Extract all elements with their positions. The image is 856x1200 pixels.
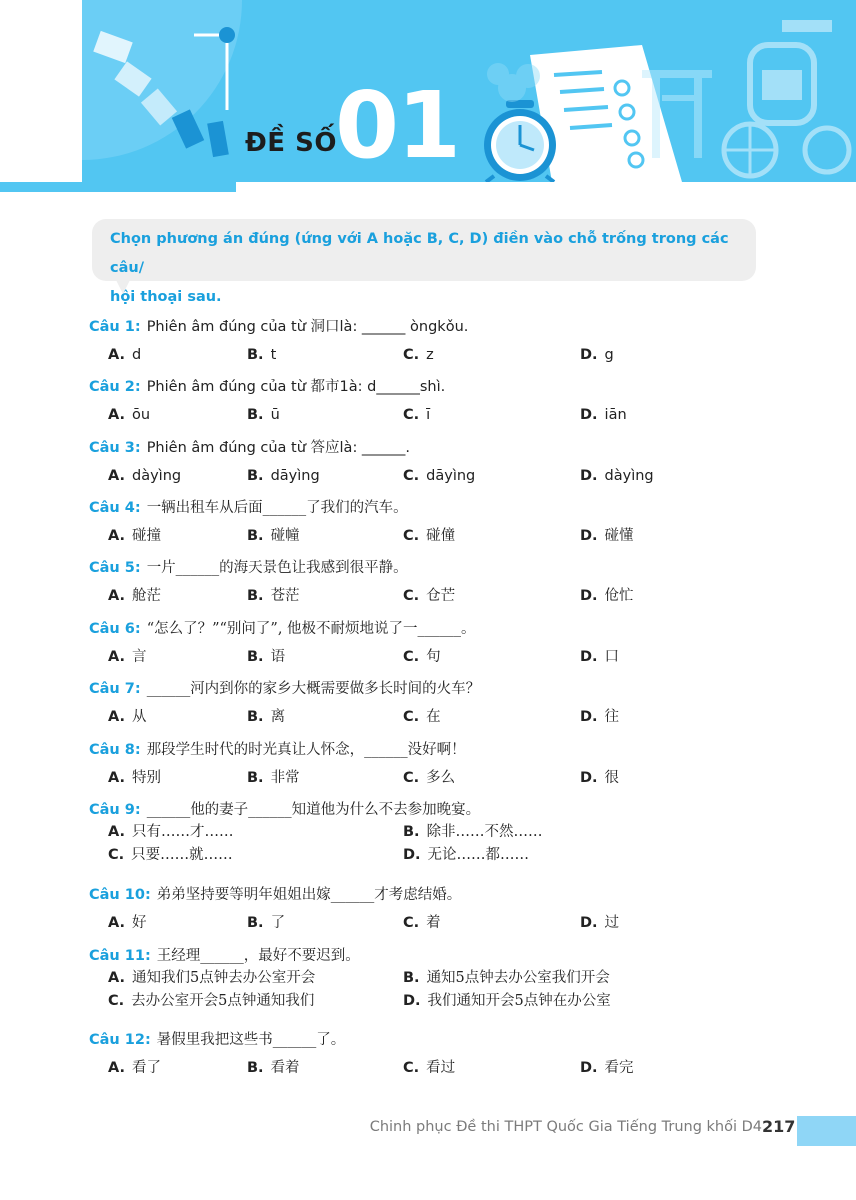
question-6-option-a[interactable] [108, 646, 147, 668]
question-text: 暑假里我把这些书______了。 [156, 1032, 346, 1048]
option-letter: B. [403, 824, 420, 840]
option-letter: A. [108, 347, 125, 363]
footer-title: Chinh phục Đề thi THPT Quốc Gia Tiếng Trung khối D4 [369, 1119, 762, 1135]
option-text: 了 [270, 915, 286, 931]
question-text: 弟弟坚持要等明年姐姐出嫁______才考虑结婚。 [156, 887, 462, 903]
option-letter: A. [108, 915, 125, 931]
option-letter: A. [108, 528, 125, 544]
option-text: 伧忙 [604, 588, 634, 604]
question-4-option-a[interactable] [108, 525, 161, 547]
option-letter: A. [108, 588, 125, 604]
question-5-option-c[interactable] [403, 585, 455, 607]
question-1-option-d[interactable] [580, 344, 614, 366]
option-text: 舱茫 [132, 588, 161, 604]
question-text: Phiên âm đúng của từ 洞口là: ______ òngkǒu. [146, 319, 469, 335]
option-letter: A. [108, 649, 125, 665]
option-text: z [426, 347, 434, 363]
footer-tab [797, 1116, 856, 1146]
option-letter: C. [403, 649, 420, 665]
option-text: ōu [132, 407, 151, 423]
question-label: Câu 12: [89, 1032, 151, 1048]
banner-strip [0, 182, 236, 192]
option-text: 无论……都…… [427, 847, 530, 863]
question-text: 王经理______，最好不要迟到。 [156, 948, 360, 964]
option-text: 往 [604, 709, 620, 725]
option-text: ū [270, 407, 280, 423]
option-letter: C. [403, 347, 420, 363]
question-11-option-d[interactable] [403, 990, 611, 1012]
question-8-option-b[interactable] [247, 767, 300, 789]
option-letter: B. [247, 649, 264, 665]
question-1-option-b[interactable] [247, 344, 276, 366]
question-text: 那段学生时代的时光真让人怀念，______没好啊！ [146, 742, 466, 758]
question-9-option-b[interactable] [403, 821, 543, 843]
question-label: Câu 8: [89, 742, 141, 758]
question-4-option-b[interactable] [247, 525, 300, 547]
option-text: dāyìng [270, 468, 320, 484]
option-text: t [270, 347, 277, 363]
question-10-option-d[interactable] [580, 912, 619, 934]
option-text: dàyìng [604, 468, 654, 484]
option-letter: D. [580, 649, 598, 665]
option-text: 碰幢 [270, 528, 300, 544]
option-text: 看过 [426, 1060, 456, 1076]
question-5-option-d[interactable] [580, 585, 634, 607]
question-9-option-d[interactable] [403, 844, 529, 866]
question-11-option-a[interactable] [108, 967, 315, 989]
option-letter: D. [580, 915, 598, 931]
question-4-option-c[interactable] [403, 525, 455, 547]
option-text: 过 [604, 915, 620, 931]
option-letter: C. [403, 588, 420, 604]
question-text: ______河内到你的家乡大概需要做多长时间的火车？ [146, 681, 481, 697]
question-4 [89, 497, 789, 519]
option-text: g [604, 347, 614, 363]
option-text: 从 [132, 709, 147, 725]
option-text: 碰撞 [132, 528, 161, 544]
option-text: 除非……不然…… [426, 824, 543, 840]
question-8-option-d[interactable] [580, 767, 619, 789]
option-text: dàyìng [132, 468, 182, 484]
option-text: 多么 [426, 770, 456, 786]
option-text: dāyìng [426, 468, 476, 484]
option-letter: B. [247, 588, 264, 604]
option-text: 特别 [132, 770, 161, 786]
question-9 [89, 799, 789, 821]
question-6-option-b[interactable] [247, 646, 285, 668]
option-text: 在 [426, 709, 441, 725]
question-12 [89, 1029, 789, 1051]
question-5-option-b[interactable] [247, 585, 300, 607]
question-label: Câu 7: [89, 681, 141, 697]
flower-icon [487, 63, 540, 102]
instruction-bubble [92, 219, 756, 305]
question-9-option-a[interactable] [108, 821, 234, 843]
option-letter: C. [403, 468, 420, 484]
option-text: 通知我们5点钟去办公室开会 [132, 970, 316, 986]
option-text: 仓芒 [426, 588, 456, 604]
temple-gate-icon [642, 70, 712, 158]
option-letter: C. [108, 993, 125, 1009]
question-3-option-a[interactable] [108, 465, 181, 487]
option-letter: D. [580, 1060, 598, 1076]
question-12-option-d[interactable] [580, 1057, 634, 1079]
option-letter: D. [403, 993, 421, 1009]
option-text: iān [604, 407, 627, 423]
question-4-option-d[interactable] [580, 525, 634, 547]
option-letter: D. [580, 528, 598, 544]
question-10-option-c[interactable] [403, 912, 441, 934]
question-11-option-b[interactable] [403, 967, 610, 989]
option-letter: C. [403, 1060, 420, 1076]
cyclo-icon [724, 20, 849, 176]
option-letter: B. [247, 915, 264, 931]
option-text: 离 [270, 709, 286, 725]
question-2-option-a[interactable] [108, 404, 150, 426]
option-letter: A. [108, 709, 125, 725]
question-text: Phiên âm đúng của từ 都市1à: d______shì. [146, 379, 446, 395]
page-number: 217 [762, 1117, 796, 1136]
question-2-option-b[interactable] [247, 404, 280, 426]
question-label: Câu 10: [89, 887, 151, 903]
option-text: 只有……才…… [132, 824, 234, 840]
option-letter: A. [108, 1060, 125, 1076]
option-text: 很 [604, 770, 620, 786]
banner-decoration [82, 0, 856, 182]
option-letter: B. [403, 970, 420, 986]
option-letter: D. [580, 588, 598, 604]
question-1 [89, 316, 789, 338]
option-text: 言 [132, 649, 147, 665]
option-letter: D. [580, 347, 598, 363]
bubble-tail [116, 280, 130, 294]
option-letter: C. [403, 407, 420, 423]
option-letter: B. [247, 407, 264, 423]
option-letter: C. [108, 847, 125, 863]
option-letter: D. [580, 709, 598, 725]
option-text: 碰僮 [426, 528, 456, 544]
question-6-option-c[interactable] [403, 646, 441, 668]
option-text: 非常 [270, 770, 300, 786]
option-letter: A. [108, 970, 125, 986]
option-text: 句 [426, 649, 441, 665]
option-letter: C. [403, 770, 420, 786]
question-7-option-a[interactable] [108, 706, 147, 728]
question-6-option-d[interactable] [580, 646, 619, 668]
instruction-line-1: Chọn phương án đúng (ứng với A hoặc B, C, D) điền vào chỗ trống trong các câu/ [110, 231, 729, 276]
option-letter: C. [403, 709, 420, 725]
question-label: Câu 3: [89, 440, 141, 456]
option-letter: A. [108, 468, 125, 484]
question-11 [89, 945, 789, 967]
option-text: 口 [604, 649, 620, 665]
question-9-option-c[interactable] [108, 844, 233, 866]
question-label: Câu 2: [89, 379, 141, 395]
option-letter: D. [580, 770, 598, 786]
option-letter: C. [403, 915, 420, 931]
question-7-option-b[interactable] [247, 706, 285, 728]
option-text: 苍茫 [270, 588, 300, 604]
question-8-option-a[interactable] [108, 767, 161, 789]
instruction-line-2: hội thoại sau. [110, 289, 222, 305]
exam-number: 01 [335, 72, 460, 179]
question-10-option-a[interactable] [108, 912, 147, 934]
question-12-option-b[interactable] [247, 1057, 300, 1079]
option-text: d [132, 347, 142, 363]
option-text: 我们通知开会5点钟在办公室 [427, 993, 611, 1009]
option-text: 只要……就…… [131, 847, 233, 863]
question-5-option-a[interactable] [108, 585, 161, 607]
question-label: Câu 1: [89, 319, 141, 335]
option-letter: B. [247, 770, 264, 786]
question-5 [89, 557, 789, 579]
option-letter: A. [108, 824, 125, 840]
option-letter: B. [247, 468, 264, 484]
option-letter: A. [108, 770, 125, 786]
option-letter: D. [403, 847, 421, 863]
option-text: 去办公室开会5点钟通知我们 [131, 993, 315, 1009]
option-text: 通知5点钟去办公室我们开会 [426, 970, 610, 986]
question-text: ______他的妻子______知道他为什么不去参加晚宴。 [146, 802, 481, 818]
question-2-option-c[interactable] [403, 404, 430, 426]
question-1-option-c[interactable] [403, 344, 434, 366]
question-label: Câu 6: [89, 621, 141, 637]
question-10 [89, 884, 789, 906]
option-text: 着 [426, 915, 441, 931]
question-text: 一辆出租车从后面______了我们的汽车。 [146, 500, 408, 516]
option-letter: C. [403, 528, 420, 544]
question-7 [89, 678, 789, 700]
option-text: 好 [132, 915, 147, 931]
question-text: “怎么了？”“别问了”, 他极不耐烦地说了一______。 [146, 621, 476, 637]
question-label: Câu 5: [89, 560, 141, 576]
option-text: 语 [270, 649, 286, 665]
question-8 [89, 739, 789, 761]
question-2-option-d[interactable] [580, 404, 627, 426]
question-3-option-d[interactable] [580, 465, 654, 487]
option-letter: B. [247, 528, 264, 544]
option-text: ī [426, 407, 431, 423]
question-12-option-a[interactable] [108, 1057, 161, 1079]
header-banner [82, 0, 856, 182]
option-text: 碰懂 [604, 528, 634, 544]
question-6 [89, 618, 789, 640]
question-text: Phiên âm đúng của từ 答应là: ______. [146, 440, 411, 456]
option-letter: B. [247, 347, 264, 363]
question-3-option-b[interactable] [247, 465, 320, 487]
question-label: Câu 9: [89, 802, 141, 818]
option-letter: B. [247, 709, 264, 725]
question-label: Câu 4: [89, 500, 141, 516]
option-text: 看完 [604, 1060, 634, 1076]
question-7-option-d[interactable] [580, 706, 619, 728]
option-text: 看着 [270, 1060, 300, 1076]
question-3 [89, 437, 789, 459]
option-text: 看了 [132, 1060, 161, 1076]
question-10-option-b[interactable] [247, 912, 285, 934]
option-letter: D. [580, 468, 598, 484]
question-11-option-c[interactable] [108, 990, 314, 1012]
question-12-option-c[interactable] [403, 1057, 455, 1079]
question-8-option-c[interactable] [403, 767, 455, 789]
question-label: Câu 11: [89, 948, 151, 964]
question-text: 一片______的海天景色让我感到很平静。 [146, 560, 408, 576]
option-letter: D. [580, 407, 598, 423]
question-7-option-c[interactable] [403, 706, 441, 728]
question-2 [89, 376, 789, 398]
question-1-option-a[interactable] [108, 344, 141, 366]
dial-icon [82, 0, 242, 160]
option-letter: A. [108, 407, 125, 423]
option-letter: B. [247, 1060, 264, 1076]
exam-label: ĐỀ SỐ [245, 128, 337, 158]
question-3-option-c[interactable] [403, 465, 475, 487]
